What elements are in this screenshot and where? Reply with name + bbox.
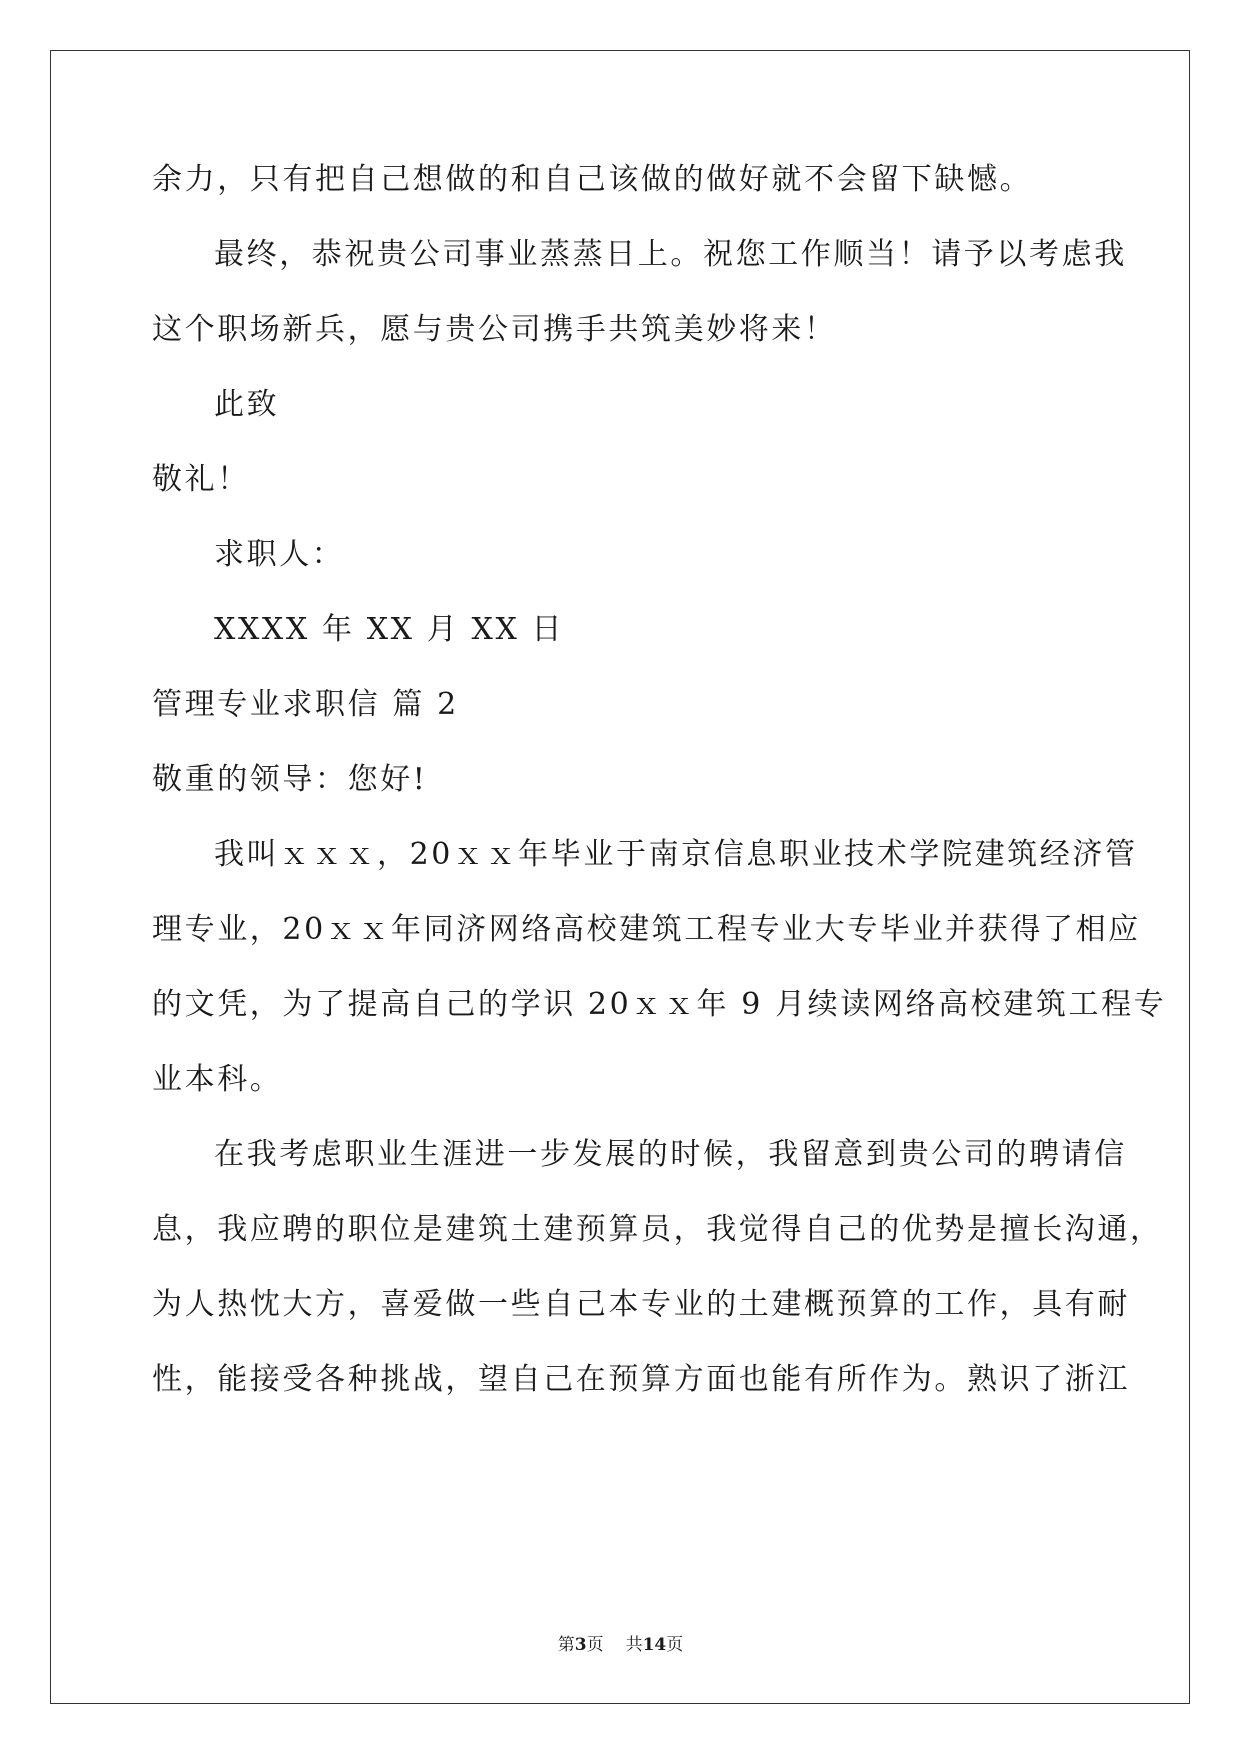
paragraph-line: 业本科。 — [152, 1062, 283, 1097]
paragraph-line: 性，能接受各种挑战，望自己在预算方面也能有所作为。熟识了浙江 — [152, 1362, 1130, 1397]
paragraph-line: 为人热忱大方，喜爱做一些自己本专业的土建概预算的工作，具有耐 — [152, 1287, 1130, 1322]
total-suffix: 页 — [666, 1635, 684, 1655]
section-heading: 管理专业求职信 篇 2 — [152, 687, 459, 722]
paragraph-line: 我叫ｘｘｘ，20ｘｘ年毕业于南京信息职业技术学院建筑经济管 — [214, 837, 1138, 872]
paragraph-line: 这个职场新兵，愿与贵公司携手共筑美妙将来！ — [152, 312, 837, 347]
closing-regards: 敬礼！ — [152, 462, 250, 497]
date-line: XXXX 年 XX 月 XX 日 — [214, 612, 565, 647]
closing-salutation: 此致 — [214, 387, 280, 422]
page-prefix: 第 — [557, 1635, 575, 1655]
paragraph-line: 理专业，20ｘｘ年同济网络高校建筑工程专业大专毕业并获得了相应 — [152, 912, 1141, 947]
paragraph-line: 的文凭，为了提高自己的学识 20ｘｘ年 9 月续读网络高校建筑工程专 — [152, 987, 1167, 1022]
greeting: 敬重的领导：您好! — [152, 762, 428, 797]
total-prefix: 共 — [625, 1635, 643, 1655]
paragraph-line: 在我考虑职业生涯进一步发展的时候，我留意到贵公司的聘请信 — [214, 1137, 1127, 1172]
page-number: 3 — [574, 1635, 587, 1655]
total-pages: 14 — [642, 1635, 667, 1655]
page-footer — [0, 1634, 1241, 1656]
signature-label: 求职人： — [214, 537, 345, 572]
page-suffix: 页 — [586, 1635, 604, 1655]
paragraph-line: 最终，恭祝贵公司事业蒸蒸日上。祝您工作顺当！请予以考虑我 — [214, 237, 1127, 272]
paragraph-line: 息，我应聘的职位是建筑土建预算员，我觉得自己的优势是擅长沟通， — [152, 1212, 1163, 1247]
page-border — [50, 50, 1190, 1704]
paragraph-line: 余力，只有把自己想做的和自己该做的做好就不会留下缺憾。 — [152, 162, 1033, 197]
